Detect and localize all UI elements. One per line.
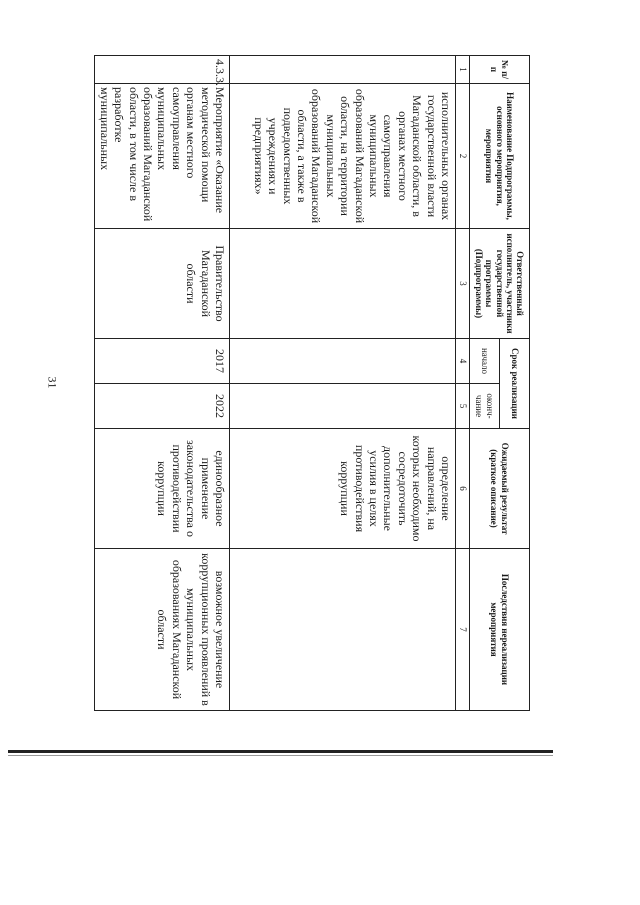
cell-name: исполнительных органах государственной власти Магаданской области, в органах местного самоуправления муниципальных образований Магаданской области, на территории муниципальных образований Магаданской области, а также в подведомственных учреждениях и предприятиях» [230, 84, 456, 229]
column-number: 4 [456, 339, 470, 384]
column-number: 7 [456, 549, 470, 711]
page-number: 31 [45, 376, 60, 389]
rotated-table-container [97, 55, 530, 710]
column-numbers-row [456, 56, 470, 711]
cell-responsible [230, 229, 456, 339]
cell-consequences: возможное увеличение коррупционных проявлений в муниципальных образованиях Магаданской области [95, 549, 230, 711]
cell-end: 2022 [95, 384, 230, 429]
cell-end [230, 384, 456, 429]
header-start: начало [470, 339, 500, 384]
table-row [95, 56, 230, 711]
table-frame [97, 55, 530, 710]
column-number: 6 [456, 429, 470, 549]
measures-table [94, 55, 530, 711]
column-number: 3 [456, 229, 470, 339]
bottom-rule-thin [8, 755, 553, 756]
header-row [500, 56, 530, 711]
header-responsible: Ответственный исполнитель, участники государственной программы (Подпрограммы) [470, 229, 530, 339]
cell-responsible: Правительство Магаданской области [95, 229, 230, 339]
bottom-rule [8, 750, 553, 753]
header-end: оконч-чание [470, 384, 500, 429]
cell-num [230, 56, 456, 84]
cell-result: единообразное применение законодательства о противодействии коррупции [95, 429, 230, 549]
column-number: 5 [456, 384, 470, 429]
cell-result: определение направлений, на которых необходимо сосредоточить дополнительные усилия в целях противодействия коррупции [230, 429, 456, 549]
cell-start: 2017 [95, 339, 230, 384]
cell-name: Мероприятие «Оказание методической помощи органам местного самоуправления муниципальных образований Магаданской области, в том числе в разработке муниципальных [95, 84, 230, 229]
header-num: № п/п [470, 56, 530, 84]
cell-consequences [230, 549, 456, 711]
column-number: 1 [456, 56, 470, 84]
header-consequences: Последствия нереализации мероприятия [470, 549, 530, 711]
header-period: Срок реализации [500, 339, 530, 429]
header-name: Наименование Подпрограммы, основного мероприятия, мероприятия [470, 84, 530, 229]
header-result: Ожидаемый результат (краткое описание) [470, 429, 530, 549]
cell-num: 4.3.3. [95, 56, 230, 84]
column-number: 2 [456, 84, 470, 229]
table-row [230, 56, 456, 711]
cell-start [230, 339, 456, 384]
